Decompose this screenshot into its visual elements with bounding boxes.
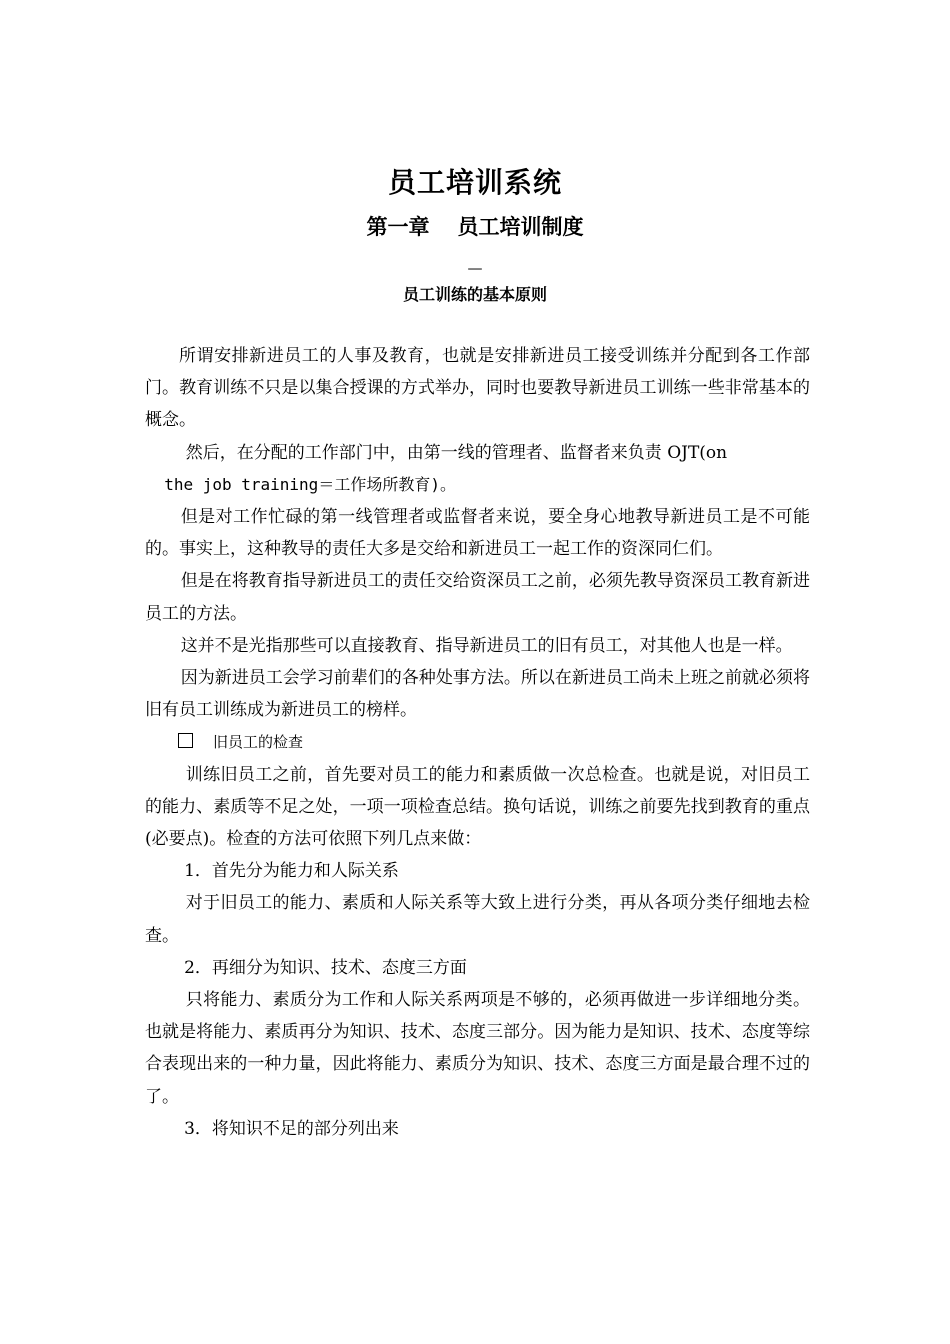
paragraph: 训练旧员工之前，首先要对员工的能力和素质做一次总检查。也就是说，对旧员工的能力、素质等不足之处，一项一项检查总结。换句话说，训练之前要先找到教育的重点(必要点)。检查的方法可依照下列几点来做： (145, 764, 810, 850)
document-title: 员工培训系统 (387, 166, 562, 199)
list-item-heading: 2．再细分为知识、技术、态度三方面 (184, 957, 467, 978)
paragraph: 因为新进员工会学习前辈们的各种处事方法。所以在新进员工尚未上班之前就必须将旧有员工训练成为新进员工的榜样。 (145, 668, 810, 721)
paragraph: 这并不是光指那些可以直接教育、指导新进员工的旧有员工，对其他人也是一样。 (180, 635, 793, 656)
list-item-heading: 1．首先分为能力和人际关系 (184, 861, 399, 882)
paragraph: 然后，在分配的工作部门中，由第一线的管理者、监督者来负责 OJT(on (185, 442, 728, 463)
list-item-text: 对于旧员工的能力、素质和人际关系等大致上进行分类，再从各项分类仔细地去检查。 (145, 893, 810, 946)
chapter-title: 员工培训制度 (457, 215, 584, 239)
list-item-heading: 3．将知识不足的部分列出来 (184, 1118, 399, 1139)
chapter-heading (0, 211, 950, 243)
list-item-text: 只将能力、素质分为工作和人际关系两项是不够的，必须再做进一步详细地分类。也就是将能力、素质再分为知识、技术、态度三部分。因为能力是知识、技术、态度等综合表现出来的一种力量，因此将能力、素质分为知识、技术、态度三方面是最合理不过的了。 (145, 990, 810, 1107)
paragraph: the job training＝工作场所教育)。 (164, 474, 456, 494)
paragraph: 但是对工作忙碌的第一线管理者或监督者来说，要全身心地教导新进员工是不可能的。事实上，这种教导的责任大多是交给和新进员工一起工作的资深同仁们。 (145, 507, 810, 560)
paragraph: 所谓安排新进员工的人事及教育，也就是安排新进员工接受训练并分配到各工作部门。教育训练不只是以集合授课的方式举办，同时也要教导新进员工训练一些非常基本的概念。 (145, 346, 810, 431)
section-title: 员工训练的基本原则 (402, 285, 547, 304)
check-heading (145, 726, 810, 758)
section-mark: — (467, 259, 483, 277)
checkbox-icon (178, 733, 193, 748)
body-text (145, 340, 810, 1145)
chapter-number: 第一章 (366, 215, 430, 239)
paragraph: 但是在将教育指导新进员工的责任交给资深员工之前，必须先教导资深员工教育新进员工的方法。 (145, 571, 810, 624)
check-heading-text: 旧员工的检查 (213, 733, 304, 752)
